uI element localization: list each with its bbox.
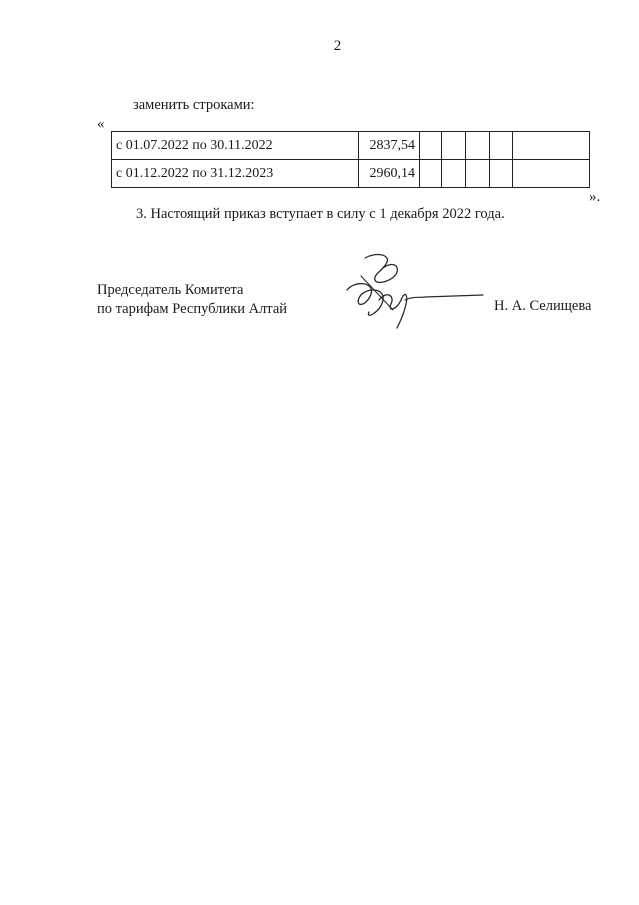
page-number: 2: [333, 38, 342, 54]
empty-cell: [420, 132, 442, 160]
handwritten-signature: [335, 250, 485, 330]
empty-cell: [466, 160, 490, 188]
empty-cell: [420, 160, 442, 188]
closing-quote: ».: [589, 189, 601, 205]
empty-cell: [490, 132, 513, 160]
period-cell: с 01.12.2022 по 31.12.2023: [112, 160, 359, 188]
signer-name: Н. А. Селищева: [494, 298, 592, 314]
signer-title-line: по тарифам Республики Алтай: [97, 301, 288, 317]
signer-title: [97, 281, 287, 319]
empty-cell: [442, 132, 466, 160]
table-row: [112, 132, 590, 160]
tariff-value-cell: 2837,54: [359, 132, 420, 160]
table-row: [112, 160, 590, 188]
tariff-table: [111, 131, 590, 188]
empty-cell: [513, 160, 590, 188]
tariff-value-cell: 2960,14: [359, 160, 420, 188]
intro-text: заменить строками:: [133, 97, 255, 113]
clause-text: 3. Настоящий приказ вступает в силу с 1 декабря 2022 года.: [136, 206, 505, 222]
empty-cell: [490, 160, 513, 188]
empty-cell: [442, 160, 466, 188]
signer-title-line: Председатель Комитета: [97, 282, 244, 298]
empty-cell: [466, 132, 490, 160]
opening-quote: «: [97, 116, 105, 132]
period-cell: с 01.07.2022 по 30.11.2022: [112, 132, 359, 160]
empty-cell: [513, 132, 590, 160]
